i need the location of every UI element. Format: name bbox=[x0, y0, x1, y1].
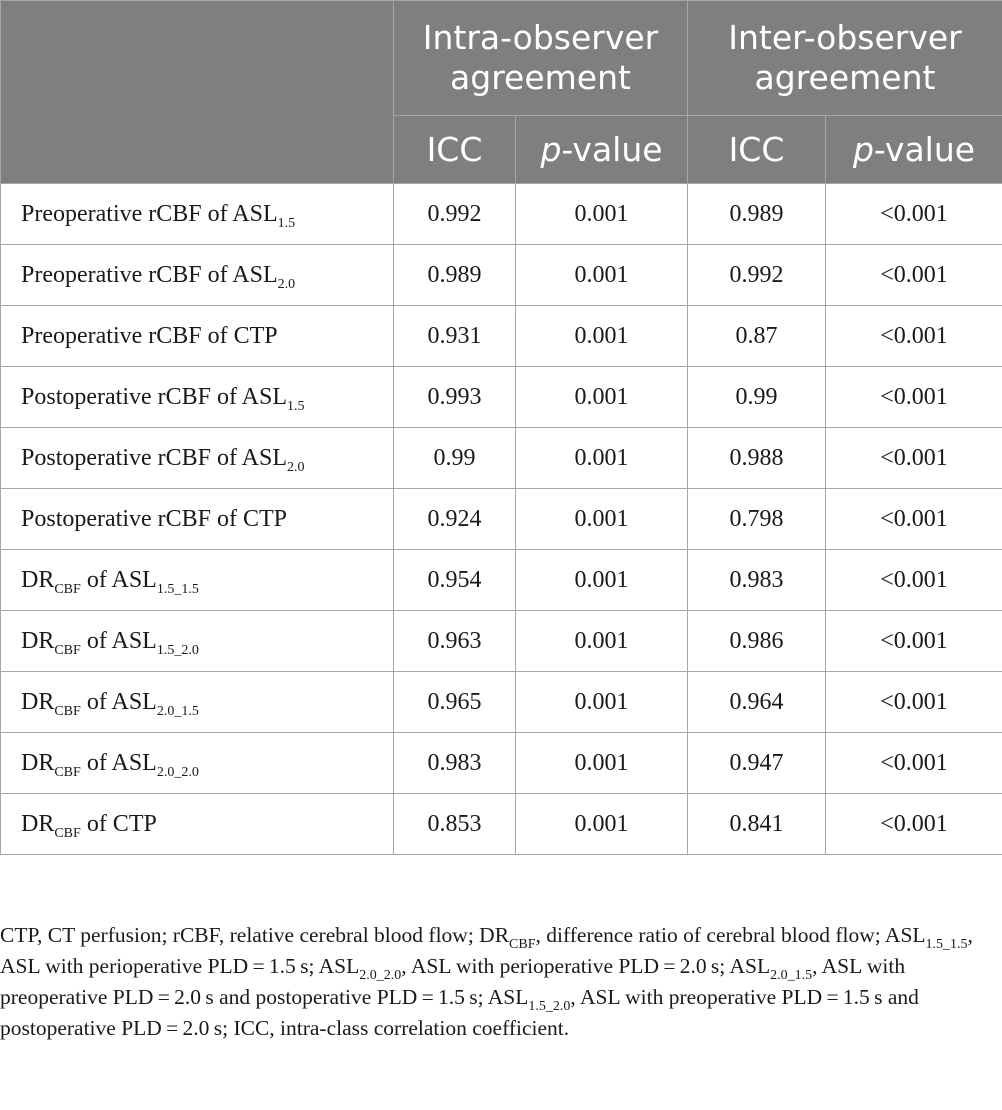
row-label-text: of ASL bbox=[80, 627, 157, 654]
intra-icc-cell: 0.989 bbox=[394, 245, 516, 306]
intra-pvalue-cell: 0.001 bbox=[516, 550, 688, 611]
intra-pvalue-cell: 0.001 bbox=[516, 611, 688, 672]
inter-pvalue-cell: <0.001 bbox=[826, 428, 1002, 489]
table-row bbox=[1, 794, 1002, 855]
row-label-text: DR bbox=[21, 810, 55, 837]
row-label-text: Preoperative rCBF of ASL bbox=[21, 261, 278, 288]
table-row bbox=[1, 550, 1002, 611]
table-row bbox=[1, 733, 1002, 794]
row-label-text: DR bbox=[21, 627, 55, 654]
intra-pvalue-cell: 0.001 bbox=[516, 794, 688, 855]
table-header bbox=[1, 1, 1002, 184]
row-label-subscript: CBF bbox=[54, 825, 81, 841]
row-label-text: Postoperative rCBF of CTP bbox=[21, 505, 288, 532]
row-label-subscript: 1.5_2.0 bbox=[156, 642, 199, 658]
row-label bbox=[1, 184, 394, 245]
pvalue-suffix-label: -value bbox=[561, 130, 663, 169]
intra-icc-cell: 0.992 bbox=[394, 184, 516, 245]
inter-pvalue-cell: <0.001 bbox=[826, 489, 1002, 550]
row-label bbox=[1, 306, 394, 367]
inter-icc-cell: 0.947 bbox=[688, 733, 826, 794]
footnote-subscript: 1.5_2.0 bbox=[528, 999, 571, 1014]
inter-icc-cell: 0.983 bbox=[688, 550, 826, 611]
table-row bbox=[1, 245, 1002, 306]
p-italic-label: p bbox=[852, 130, 874, 169]
inter-pvalue-cell: <0.001 bbox=[826, 794, 1002, 855]
inter-icc-cell: 0.986 bbox=[688, 611, 826, 672]
intra-icc-cell: 0.963 bbox=[394, 611, 516, 672]
row-label bbox=[1, 489, 394, 550]
row-label-subscript: 1.5 bbox=[287, 398, 305, 414]
table-footnote bbox=[0, 920, 990, 1044]
intra-icc-cell: 0.924 bbox=[394, 489, 516, 550]
inter-pvalue-cell: <0.001 bbox=[826, 245, 1002, 306]
row-label-subscript: 2.0_2.0 bbox=[156, 764, 199, 780]
footnote-subscript: 1.5_1.5 bbox=[925, 937, 968, 952]
intra-icc-header: ICC bbox=[394, 116, 516, 184]
footnote-subscript: CBF bbox=[509, 937, 536, 952]
intra-icc-cell: 0.993 bbox=[394, 367, 516, 428]
intra-icc-cell: 0.931 bbox=[394, 306, 516, 367]
row-label bbox=[1, 245, 394, 306]
row-label-subscript: CBF bbox=[54, 764, 81, 780]
table-body bbox=[1, 184, 1002, 855]
intra-observer-header: Intra-observer agreement bbox=[394, 1, 688, 116]
footnote-subscript: 2.0_1.5 bbox=[770, 968, 813, 983]
row-label-text: DR bbox=[21, 566, 55, 593]
row-label-subscript: 2.0 bbox=[287, 459, 305, 475]
row-label-text: DR bbox=[21, 749, 55, 776]
row-label-subscript: 2.0_1.5 bbox=[156, 703, 199, 719]
table-row bbox=[1, 184, 1002, 245]
inter-icc-cell: 0.989 bbox=[688, 184, 826, 245]
intra-icc-cell: 0.965 bbox=[394, 672, 516, 733]
intra-icc-cell: 0.853 bbox=[394, 794, 516, 855]
table-row bbox=[1, 306, 1002, 367]
table-row bbox=[1, 672, 1002, 733]
row-label-subscript: CBF bbox=[54, 703, 81, 719]
inter-pvalue-cell: <0.001 bbox=[826, 367, 1002, 428]
row-label bbox=[1, 733, 394, 794]
table-row bbox=[1, 489, 1002, 550]
intra-pvalue-cell: 0.001 bbox=[516, 184, 688, 245]
inter-pvalue-cell: <0.001 bbox=[826, 550, 1002, 611]
intra-pvalue-cell: 0.001 bbox=[516, 489, 688, 550]
inter-pvalue-header bbox=[826, 116, 1002, 184]
row-label-text: Preoperative rCBF of ASL bbox=[21, 200, 278, 227]
footnote-text: CTP, CT perfusion; rCBF, relative cerebral blood flow; DR bbox=[0, 923, 510, 947]
footnote-text: , ASL with preoperative PLD = 1.5 s and postoperative PLD = 2.0 s; ICC, intra-class correlation coefficient. bbox=[0, 985, 919, 1040]
row-label-subscript: 1.5 bbox=[277, 215, 296, 231]
row-label-text: DR bbox=[21, 688, 55, 715]
row-label-text: Preoperative rCBF of CTP bbox=[21, 322, 278, 349]
intra-pvalue-cell: 0.001 bbox=[516, 245, 688, 306]
row-label bbox=[1, 428, 394, 489]
row-label bbox=[1, 672, 394, 733]
footnote-text: , ASL with perioperative PLD = 1.5 s; ASL bbox=[0, 923, 973, 978]
table-row bbox=[1, 428, 1002, 489]
row-label-text: of CTP bbox=[80, 810, 157, 837]
intra-pvalue-cell: 0.001 bbox=[516, 428, 688, 489]
table-row bbox=[1, 367, 1002, 428]
row-label-subscript: 2.0 bbox=[277, 276, 296, 292]
row-label bbox=[1, 367, 394, 428]
row-label-subscript: 1.5_1.5 bbox=[156, 581, 199, 597]
inter-pvalue-cell: <0.001 bbox=[826, 611, 1002, 672]
inter-icc-cell: 0.964 bbox=[688, 672, 826, 733]
row-label-text: Postoperative rCBF of ASL bbox=[21, 444, 288, 471]
intra-pvalue-cell: 0.001 bbox=[516, 306, 688, 367]
row-label bbox=[1, 611, 394, 672]
row-label-subscript: CBF bbox=[54, 581, 81, 597]
intra-pvalue-cell: 0.001 bbox=[516, 672, 688, 733]
p-italic-label: p bbox=[540, 130, 562, 169]
inter-icc-cell: 0.988 bbox=[688, 428, 826, 489]
inter-icc-cell: 0.99 bbox=[688, 367, 826, 428]
row-label-text: of ASL bbox=[80, 688, 157, 715]
intra-icc-cell: 0.954 bbox=[394, 550, 516, 611]
intra-icc-cell: 0.99 bbox=[394, 428, 516, 489]
footnote-text: , ASL with preoperative PLD = 2.0 s and postoperative PLD = 1.5 s; ASL bbox=[0, 954, 906, 1009]
row-label-text: of ASL bbox=[80, 749, 157, 776]
pvalue-suffix-label: -value bbox=[873, 130, 976, 169]
inter-pvalue-cell: <0.001 bbox=[826, 184, 1002, 245]
row-label-text: Postoperative rCBF of ASL bbox=[21, 383, 288, 410]
inter-icc-header: ICC bbox=[688, 116, 826, 184]
footnote-subscript: 2.0_2.0 bbox=[359, 968, 402, 983]
table-row bbox=[1, 611, 1002, 672]
inter-pvalue-cell: <0.001 bbox=[826, 733, 1002, 794]
row-label-subscript: CBF bbox=[54, 642, 81, 658]
inter-icc-cell: 0.798 bbox=[688, 489, 826, 550]
intra-icc-cell: 0.983 bbox=[394, 733, 516, 794]
inter-icc-cell: 0.841 bbox=[688, 794, 826, 855]
footnote-text: , ASL with perioperative PLD = 2.0 s; ASL bbox=[401, 954, 771, 978]
intra-pvalue-cell: 0.001 bbox=[516, 367, 688, 428]
inter-pvalue-cell: <0.001 bbox=[826, 306, 1002, 367]
inter-icc-cell: 0.992 bbox=[688, 245, 826, 306]
row-label-text: of ASL bbox=[80, 566, 157, 593]
inter-pvalue-cell: <0.001 bbox=[826, 672, 1002, 733]
intra-pvalue-cell: 0.001 bbox=[516, 733, 688, 794]
row-label bbox=[1, 794, 394, 855]
intra-pvalue-header bbox=[516, 116, 688, 184]
footnote-text: , difference ratio of cerebral blood flow; ASL bbox=[535, 923, 926, 947]
inter-icc-cell: 0.87 bbox=[688, 306, 826, 367]
header-blank-cell bbox=[1, 1, 394, 184]
row-label bbox=[1, 550, 394, 611]
inter-observer-header: Inter-observer agreement bbox=[688, 1, 1002, 116]
